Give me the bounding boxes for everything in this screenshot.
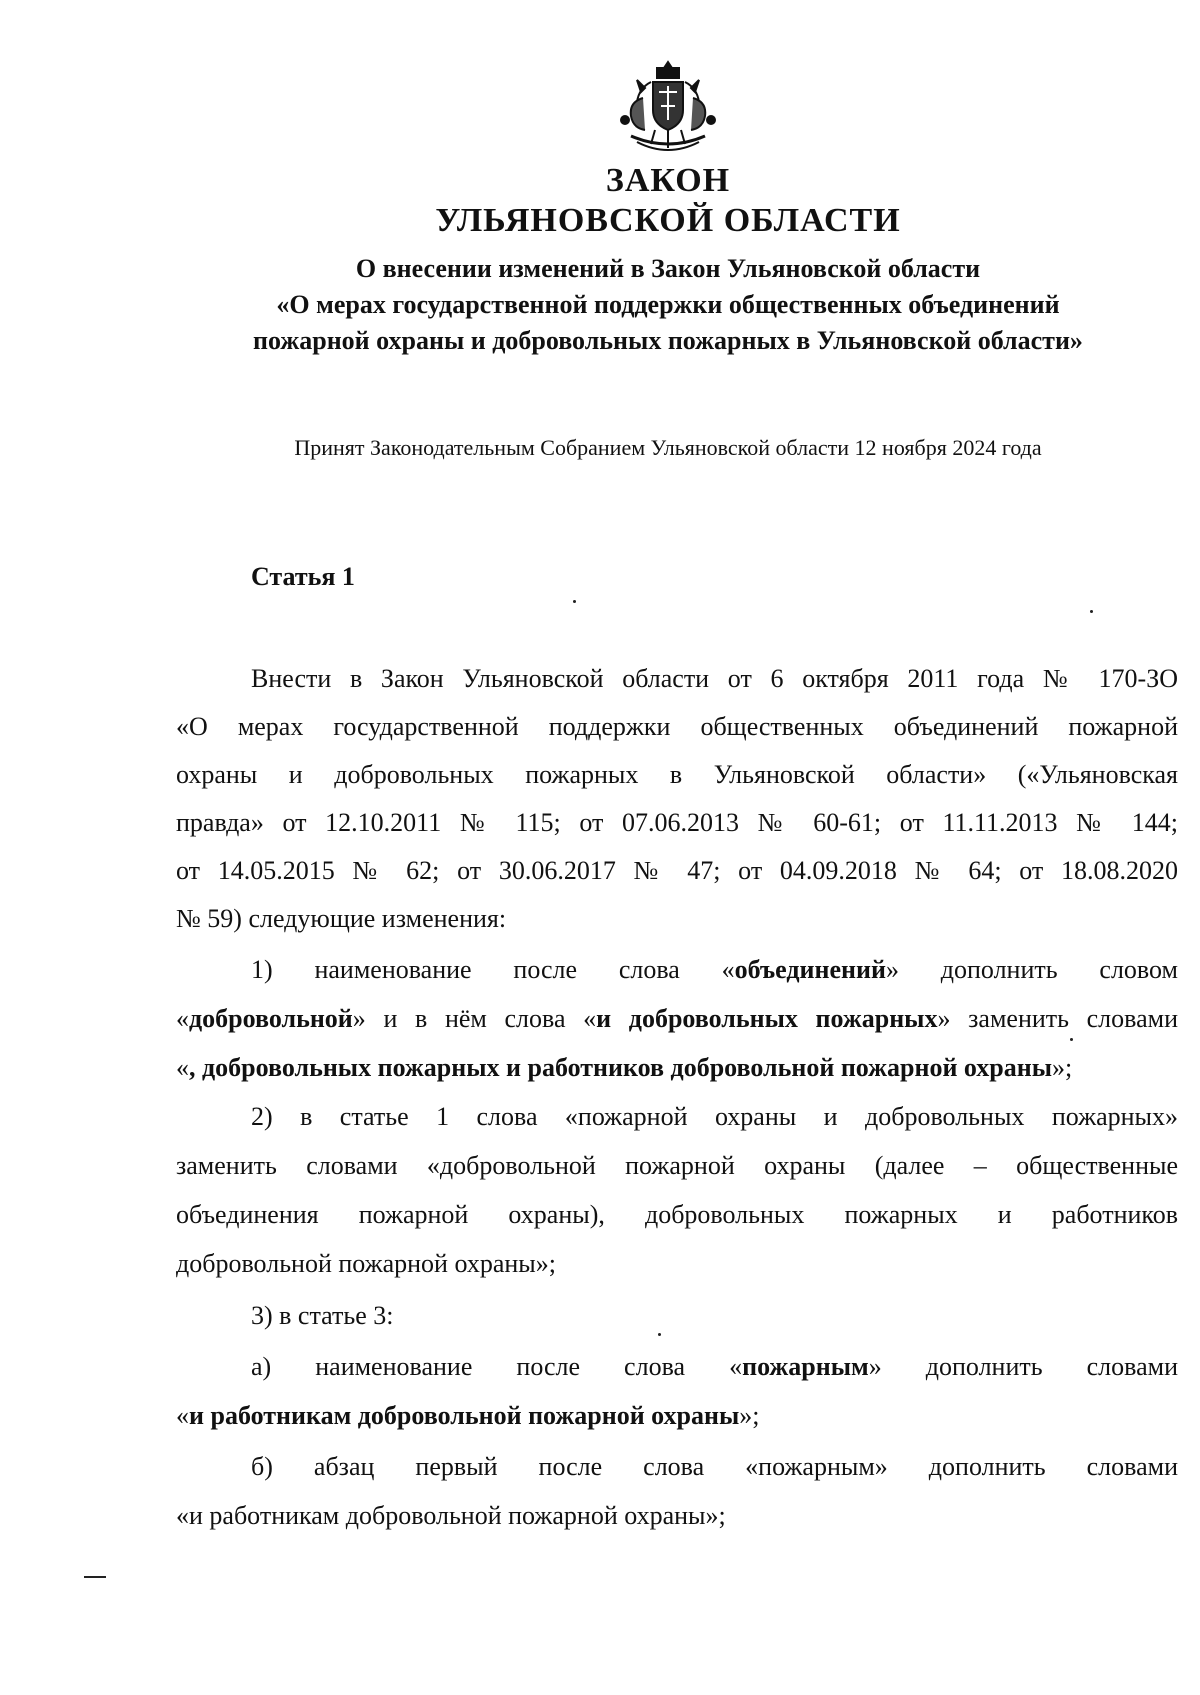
article-title: Статья 1	[251, 562, 355, 591]
item-1-line: 1) наименование после слова «объединений» дополнить словом	[251, 955, 1178, 984]
item-2-line: добровольной пожарной охраны»;	[176, 1249, 556, 1278]
item-1-line: «, добровольных пожарных и работников добровольной пожарной охраны»;	[176, 1053, 1073, 1082]
scan-speck	[658, 1333, 661, 1336]
scan-speck	[1070, 1038, 1073, 1041]
paragraph-line: № 59) следующие изменения:	[176, 904, 507, 933]
item-3b-line: «и работникам добровольной пожарной охраны»;	[176, 1501, 726, 1530]
item-3a-line: а) наименование после слова «пожарным» дополнить словами	[251, 1352, 1178, 1381]
item-1-line: «добровольной» и в нём слова «и добровольных пожарных» заменить словами	[176, 1004, 1178, 1033]
item-3a-line: «и работникам добровольной пожарной охраны»;	[176, 1401, 760, 1430]
paragraph-line: правда» от 12.10.2011 № 115; от 07.06.2013 № 60-61; от 11.11.2013 № 144;	[176, 808, 1178, 837]
coat-of-arms-icon	[615, 58, 721, 162]
law-title: ЗАКОН	[605, 162, 731, 199]
item-3-line: 3) в статье 3:	[251, 1301, 394, 1330]
paragraph-line: охраны и добровольных пожарных в Ульяновской области» («Ульяновская	[176, 760, 1178, 789]
paragraph-line: Внести в Закон Ульяновской области от 6 октября 2011 года № 170-ЗО	[251, 664, 1178, 693]
item-2-line: 2) в статье 1 слова «пожарной охраны и добровольных пожарных»	[251, 1102, 1178, 1131]
item-2-line: объединения пожарной охраны), добровольных пожарных и работников	[176, 1200, 1178, 1229]
margin-dash	[84, 1576, 106, 1578]
paragraph-line: «О мерах государственной поддержки общественных объединений пожарной	[176, 712, 1178, 741]
adoption-note: Принят Законодательным Собранием Ульяновской области 12 ноября 2024 года	[294, 435, 1042, 460]
scan-speck	[573, 600, 576, 603]
subtitle-line: пожарной охраны и добровольных пожарных в Ульяновской области»	[253, 326, 1083, 355]
paragraph-line: от 14.05.2015 № 62; от 30.06.2017 № 47; от 04.09.2018 № 64; от 18.08.2020	[176, 856, 1178, 885]
item-2-line: заменить словами «добровольной пожарной охраны (далее – общественные	[176, 1151, 1178, 1180]
scan-speck	[1090, 610, 1093, 613]
region-title: УЛЬЯНОВСКОЙ ОБЛАСТИ	[435, 202, 901, 239]
subtitle-line: «О мерах государственной поддержки общественных объединений	[276, 290, 1060, 319]
item-3b-line: б) абзац первый после слова «пожарным» дополнить словами	[251, 1452, 1178, 1481]
subtitle-line: О внесении изменений в Закон Ульяновской области	[355, 254, 981, 283]
